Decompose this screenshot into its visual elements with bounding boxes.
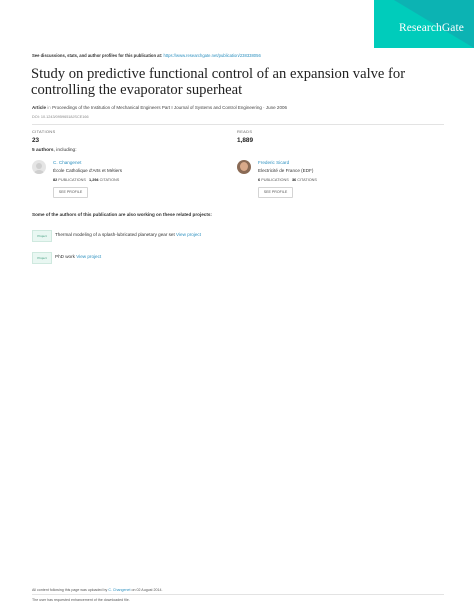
project-title: Thermal modeling of a splash-lubricated planetary gear set xyxy=(55,232,175,237)
in-label: in xyxy=(47,105,51,110)
project-item xyxy=(32,252,432,266)
author-cites: 36 xyxy=(291,178,297,182)
discussion-line xyxy=(32,53,261,58)
uploader-link[interactable]: C. Changenet xyxy=(108,588,131,592)
author-stats xyxy=(53,178,119,182)
author-stats xyxy=(258,178,317,182)
citations-stat xyxy=(32,129,55,144)
upload-note xyxy=(32,588,163,592)
paper-meta xyxy=(32,105,287,110)
project-text xyxy=(55,232,201,237)
author-card xyxy=(237,160,437,200)
publication-link[interactable]: https://www.researchgate.net/publication/238338056 xyxy=(163,53,261,58)
reads-label: READS xyxy=(237,129,253,134)
article-type: Article xyxy=(32,105,47,110)
see-profile-button[interactable]: SEE PROFILE xyxy=(53,187,88,198)
authors-count: 5 authors xyxy=(32,148,54,153)
researchgate-logo[interactable]: ResearchGate xyxy=(398,22,464,34)
see-profile-button[interactable]: SEE PROFILE xyxy=(258,187,293,198)
project-text xyxy=(55,254,101,259)
paper-title: Study on predictive functional control of an expansion valve for controlling the evaporator superheat xyxy=(31,66,406,98)
reads-count: 1,889 xyxy=(237,137,253,144)
citations-count: 23 xyxy=(32,137,40,144)
author-cites-label: CITATIONS xyxy=(297,178,317,182)
journal-name: Proceedings of the Institution of Mechanical Engineers Part I Journal of Systems and Control Engineering · June 2006 xyxy=(52,105,287,110)
authors-heading xyxy=(32,148,77,153)
enhancement-note: The user has requested enhancement of the downloaded file. xyxy=(32,598,130,602)
related-projects-heading: Some of the authors of this publication are also working on these related projects: xyxy=(32,212,212,217)
project-badge: Project xyxy=(32,230,52,242)
author-institution: Electricité de France (EDF) xyxy=(258,168,314,173)
header-banner xyxy=(0,0,474,48)
upload-prefix: All content following this page was uploaded by xyxy=(32,588,108,592)
project-badge: Project xyxy=(32,252,52,264)
author-pubs: 6 xyxy=(258,178,261,182)
authors-suffix: , including: xyxy=(53,148,77,153)
author-name[interactable]: C. Changenet xyxy=(53,160,82,165)
view-project-link[interactable]: View project xyxy=(76,254,102,259)
author-card xyxy=(32,160,232,200)
footer-divider xyxy=(32,594,444,595)
divider xyxy=(32,124,444,125)
avatar[interactable] xyxy=(32,160,46,174)
view-project-link[interactable]: View project xyxy=(176,232,201,237)
author-institution: École Catholique d'Arts et Métiers xyxy=(53,168,123,173)
avatar[interactable] xyxy=(237,160,251,174)
doi: DOI: 10.1243/09596518JSCE166 xyxy=(32,115,89,119)
project-item xyxy=(32,230,432,244)
author-name[interactable]: Frederic Sicard xyxy=(258,160,290,165)
author-cites: 1,294 xyxy=(89,178,99,182)
discussion-label: See discussions, stats, and author profiles for this publication at: xyxy=(32,53,163,58)
citations-label: CITATIONS xyxy=(32,129,56,134)
project-title: PhD work xyxy=(55,254,75,259)
reads-stat xyxy=(237,129,253,144)
author-pubs: 82 xyxy=(53,178,58,182)
author-pubs-label: PUBLICATIONS xyxy=(261,178,289,182)
author-pubs-label: PUBLICATIONS xyxy=(58,178,86,182)
upload-suffix: on 02 August 2014. xyxy=(131,588,163,592)
author-cites-label: CITATIONS xyxy=(99,178,120,182)
